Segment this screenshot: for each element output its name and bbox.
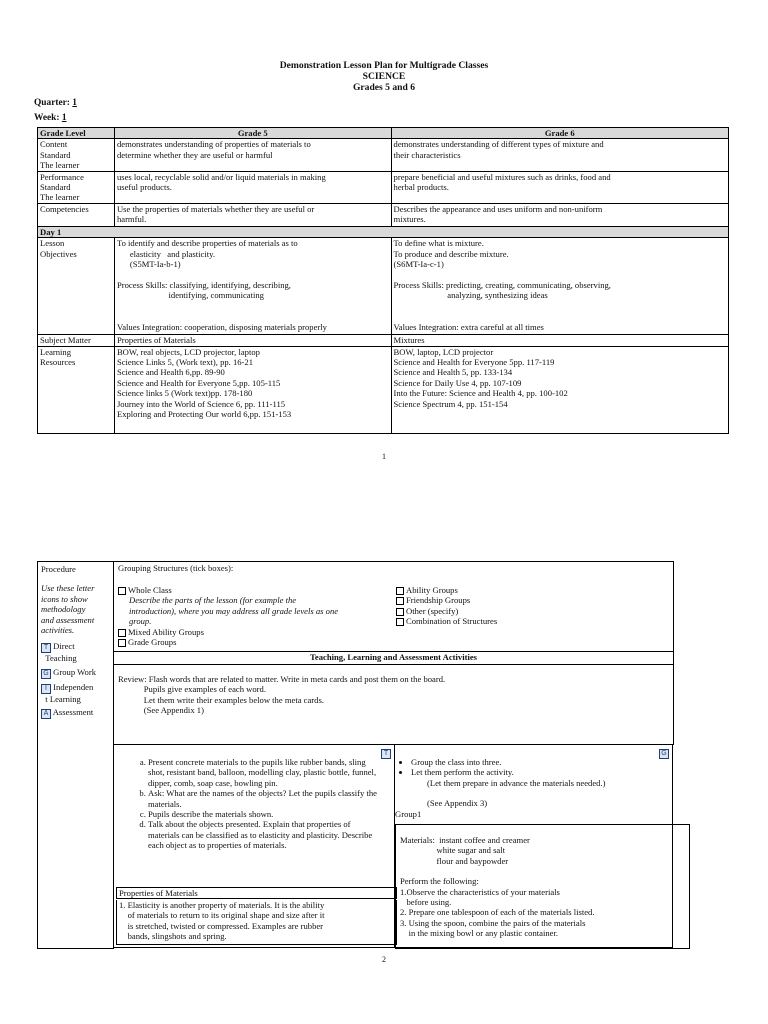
performance-standard-g6: prepare beneficial and useful mixtures such as drinks, food and herbal products. [391, 171, 728, 203]
content-standard-g6: demonstrates understanding of different types of mixture and their characteristics [391, 139, 728, 171]
grade6-appendix: (See Appendix 3) [427, 798, 488, 809]
quarter-label: Quarter: [34, 98, 73, 108]
legend-group-work [41, 667, 111, 679]
properties-box-title: Properties of Materials [116, 887, 397, 899]
friendship-groups-checkbox[interactable] [396, 597, 404, 605]
whole-class-desc: Describe the parts of the lesson (for example the introduction), where you may address all grade levels as one group. [129, 595, 339, 627]
ability-groups-option[interactable] [396, 585, 666, 595]
ability-groups-checkbox[interactable] [396, 587, 404, 595]
list-item: b. Ask: What are the names of the objects? Let the pupils classify the materials. [148, 788, 382, 809]
group-letter-icon: G [41, 669, 51, 679]
list-item: • Group the class into three. [411, 757, 672, 767]
list-item: c. Pupils describe the materials shown. [148, 809, 382, 819]
legend-assessment-text: Assessment [52, 707, 94, 718]
subject-matter-g6: Mixtures [391, 335, 728, 346]
week-value: 1 [61, 113, 67, 123]
learning-resources-g6: BOW, laptop, LCD projector Science and Health for Everyone 5pp. 117-119 Science and Health 5, pp. 133-134 Science for Daily Use 4, pp. 107-109 Into the Future: Science and Health 4, pp. 100-102 Science Spectrum 4, pp. 151-154 [391, 346, 728, 433]
other-text: Other (specify) [406, 605, 459, 616]
learning-resources-g5: BOW, real objects, LCD projector, laptop Science Links 5, (Work text), pp. 16-21 Science and Health 6,pp. 89-90 Science and Health for Everyone 5,pp. 105-115 Science links 5 (Work text)pp. 178-180 Journey into the World of Science 6, pp. 111-115 Exploring and Protecting Our world 6,pp. 151-153 [114, 346, 391, 433]
combination-option[interactable] [396, 616, 666, 626]
list-item: • Let them perform the activity. [411, 767, 672, 777]
competencies-g6: Describes the appearance and uses uniform and non-uniform mixtures. [391, 203, 728, 226]
teaching-letter-icon: T [381, 749, 391, 759]
legend-group-work-text: Group Work [53, 666, 96, 677]
combination-text: Combination of Structures [406, 616, 498, 627]
lesson-objectives-g5: To identify and describe properties of materials as to elasticity and plasticity. (S5MT-Ia-b-1) Process Skills: classifying, identifying, describing, identifying, communicating Values Integration: cooperation, disposing materials properly [114, 238, 391, 335]
tla-header: Teaching, Learning and Assessment Activities [113, 650, 674, 665]
grade6-bullet-list [393, 757, 672, 778]
group-letter-icon: G [659, 749, 669, 759]
grouping-structures [113, 561, 674, 652]
grade6-header: Grade 6 [391, 128, 728, 139]
performance-standard-g5: uses local, recyclable solid and/or liquid materials in making useful products. [114, 171, 391, 203]
whole-class-checkbox[interactable] [118, 587, 126, 595]
grouping-title: Grouping Structures (tick boxes): [118, 563, 234, 573]
grouping-right [396, 585, 666, 627]
group1-materials: Materials: instant coffee and creamer white sugar and salt flour and baypowder [400, 835, 530, 866]
week-label: Week: [34, 113, 62, 123]
week-line [34, 113, 67, 123]
group1-instructions: Perform the following: 1.Observe the characteristics of your materials before using. 2. Prepare one tablespoon of each of the materials listed. 3. Using the spoon, combine the pairs of the materials in the mixing bowl or any plastic container. [400, 876, 595, 939]
lesson-objectives-label: Lesson Objectives [38, 238, 115, 335]
competencies-label: Competencies [38, 203, 115, 226]
teaching-letter-icon: T [41, 643, 51, 653]
group1-box [395, 824, 690, 949]
page-number-1: 1 [382, 452, 386, 461]
legend-independent-learning-text: Independen t Learning [45, 681, 94, 704]
grade6-bullet-note: (Let them prepare in advance the materials needed.) [427, 777, 606, 788]
grade-groups-option[interactable] [118, 637, 393, 647]
grade-groups-text: Grade Groups [128, 637, 177, 648]
methodology-legend [38, 641, 114, 719]
other-option[interactable] [396, 606, 666, 616]
procedure-label: Procedure [41, 564, 76, 574]
page-number-2: 2 [382, 955, 386, 964]
document-grades: Grades 5 and 6 [352, 82, 416, 93]
legend-assessment [41, 707, 111, 719]
lesson-objectives-g6: To define what is mixture. To produce and describe mixture. (S6MT-Ia-c-1) Process Skills: predicting, creating, communicating, observing, analyzing, synthesizing ideas Values Integration: extra careful at all times [391, 238, 728, 335]
legend-independent-learning [41, 682, 111, 704]
day-label: Day 1 [38, 226, 729, 237]
grade-groups-checkbox[interactable] [118, 639, 126, 647]
subject-matter-g5: Properties of Materials [114, 335, 391, 346]
grouping-left [118, 585, 393, 647]
mixed-ability-text: Mixed Ability Groups [128, 626, 204, 637]
grade5-activity-list [114, 757, 394, 851]
list-item: d. Talk about the objects presented. Explain that properties of materials can be classified as to elasticity and plasticity. Describe each object as to properties of materials. [148, 819, 382, 850]
grade5-activity [113, 745, 395, 948]
legend-direct-teaching [41, 641, 111, 663]
quarter-line [34, 98, 77, 108]
list-item: a. Present concrete materials to the pupils like rubber bands, sling shot, resistant band, balloon, modelling clay, plastic bottle, funnel, dipper, comb, soap case, bowling pin. [148, 757, 382, 788]
friendship-groups-option[interactable] [396, 595, 666, 605]
group1-label: Group1 [395, 808, 422, 819]
competencies-g5: Use the properties of materials whether they are useful or harmful. [114, 203, 391, 226]
grade5-header: Grade 5 [114, 128, 391, 139]
assessment-letter-icon: A [41, 709, 51, 719]
ability-groups-text: Ability Groups [406, 585, 458, 595]
independent-letter-icon: I [41, 684, 51, 694]
content-standard-g5: demonstrates understanding of properties of materials to determine whether they are useful or harmful [114, 139, 391, 171]
subject-matter-label: Subject Matter [38, 335, 115, 346]
review-section: Review: Flash words that are related to matter. Write in meta cards and post them on the board. Pupils give examples of each word. Let them write their examples below the meta cards. (See Appendix 1) [113, 664, 674, 745]
friendship-groups-text: Friendship Groups [406, 595, 471, 606]
document-subject: SCIENCE [362, 71, 406, 82]
grade-level-header: Grade Level [38, 128, 115, 139]
legend-direct-teaching-text: Direct Teaching [45, 641, 77, 664]
other-checkbox[interactable] [396, 608, 404, 616]
lesson-plan-table [37, 127, 729, 434]
quarter-value: 1 [72, 98, 77, 108]
mixed-ability-option[interactable] [118, 627, 393, 637]
whole-class-text: Whole Class [128, 585, 172, 595]
performance-standard-label: Performance Standard The learner [38, 171, 115, 203]
properties-box-text: 1. Elasticity is another property of materials. It is the ability of materials to return to its original shape and size after it is stretched, twisted or compressed. Examples are rubber bands, slingshots and spring. [116, 900, 397, 945]
document-title: Demonstration Lesson Plan for Multigrade Classes [279, 60, 489, 71]
combination-checkbox[interactable] [396, 618, 404, 626]
mixed-ability-checkbox[interactable] [118, 629, 126, 637]
procedure-column [37, 561, 114, 949]
learning-resources-label: Learning Resources [38, 346, 115, 433]
content-standard-label: Content Standard The learner [38, 139, 115, 171]
whole-class-option[interactable] [118, 585, 393, 595]
procedure-note: Use these letter icons to show methodology and assessment activities. [41, 583, 95, 636]
